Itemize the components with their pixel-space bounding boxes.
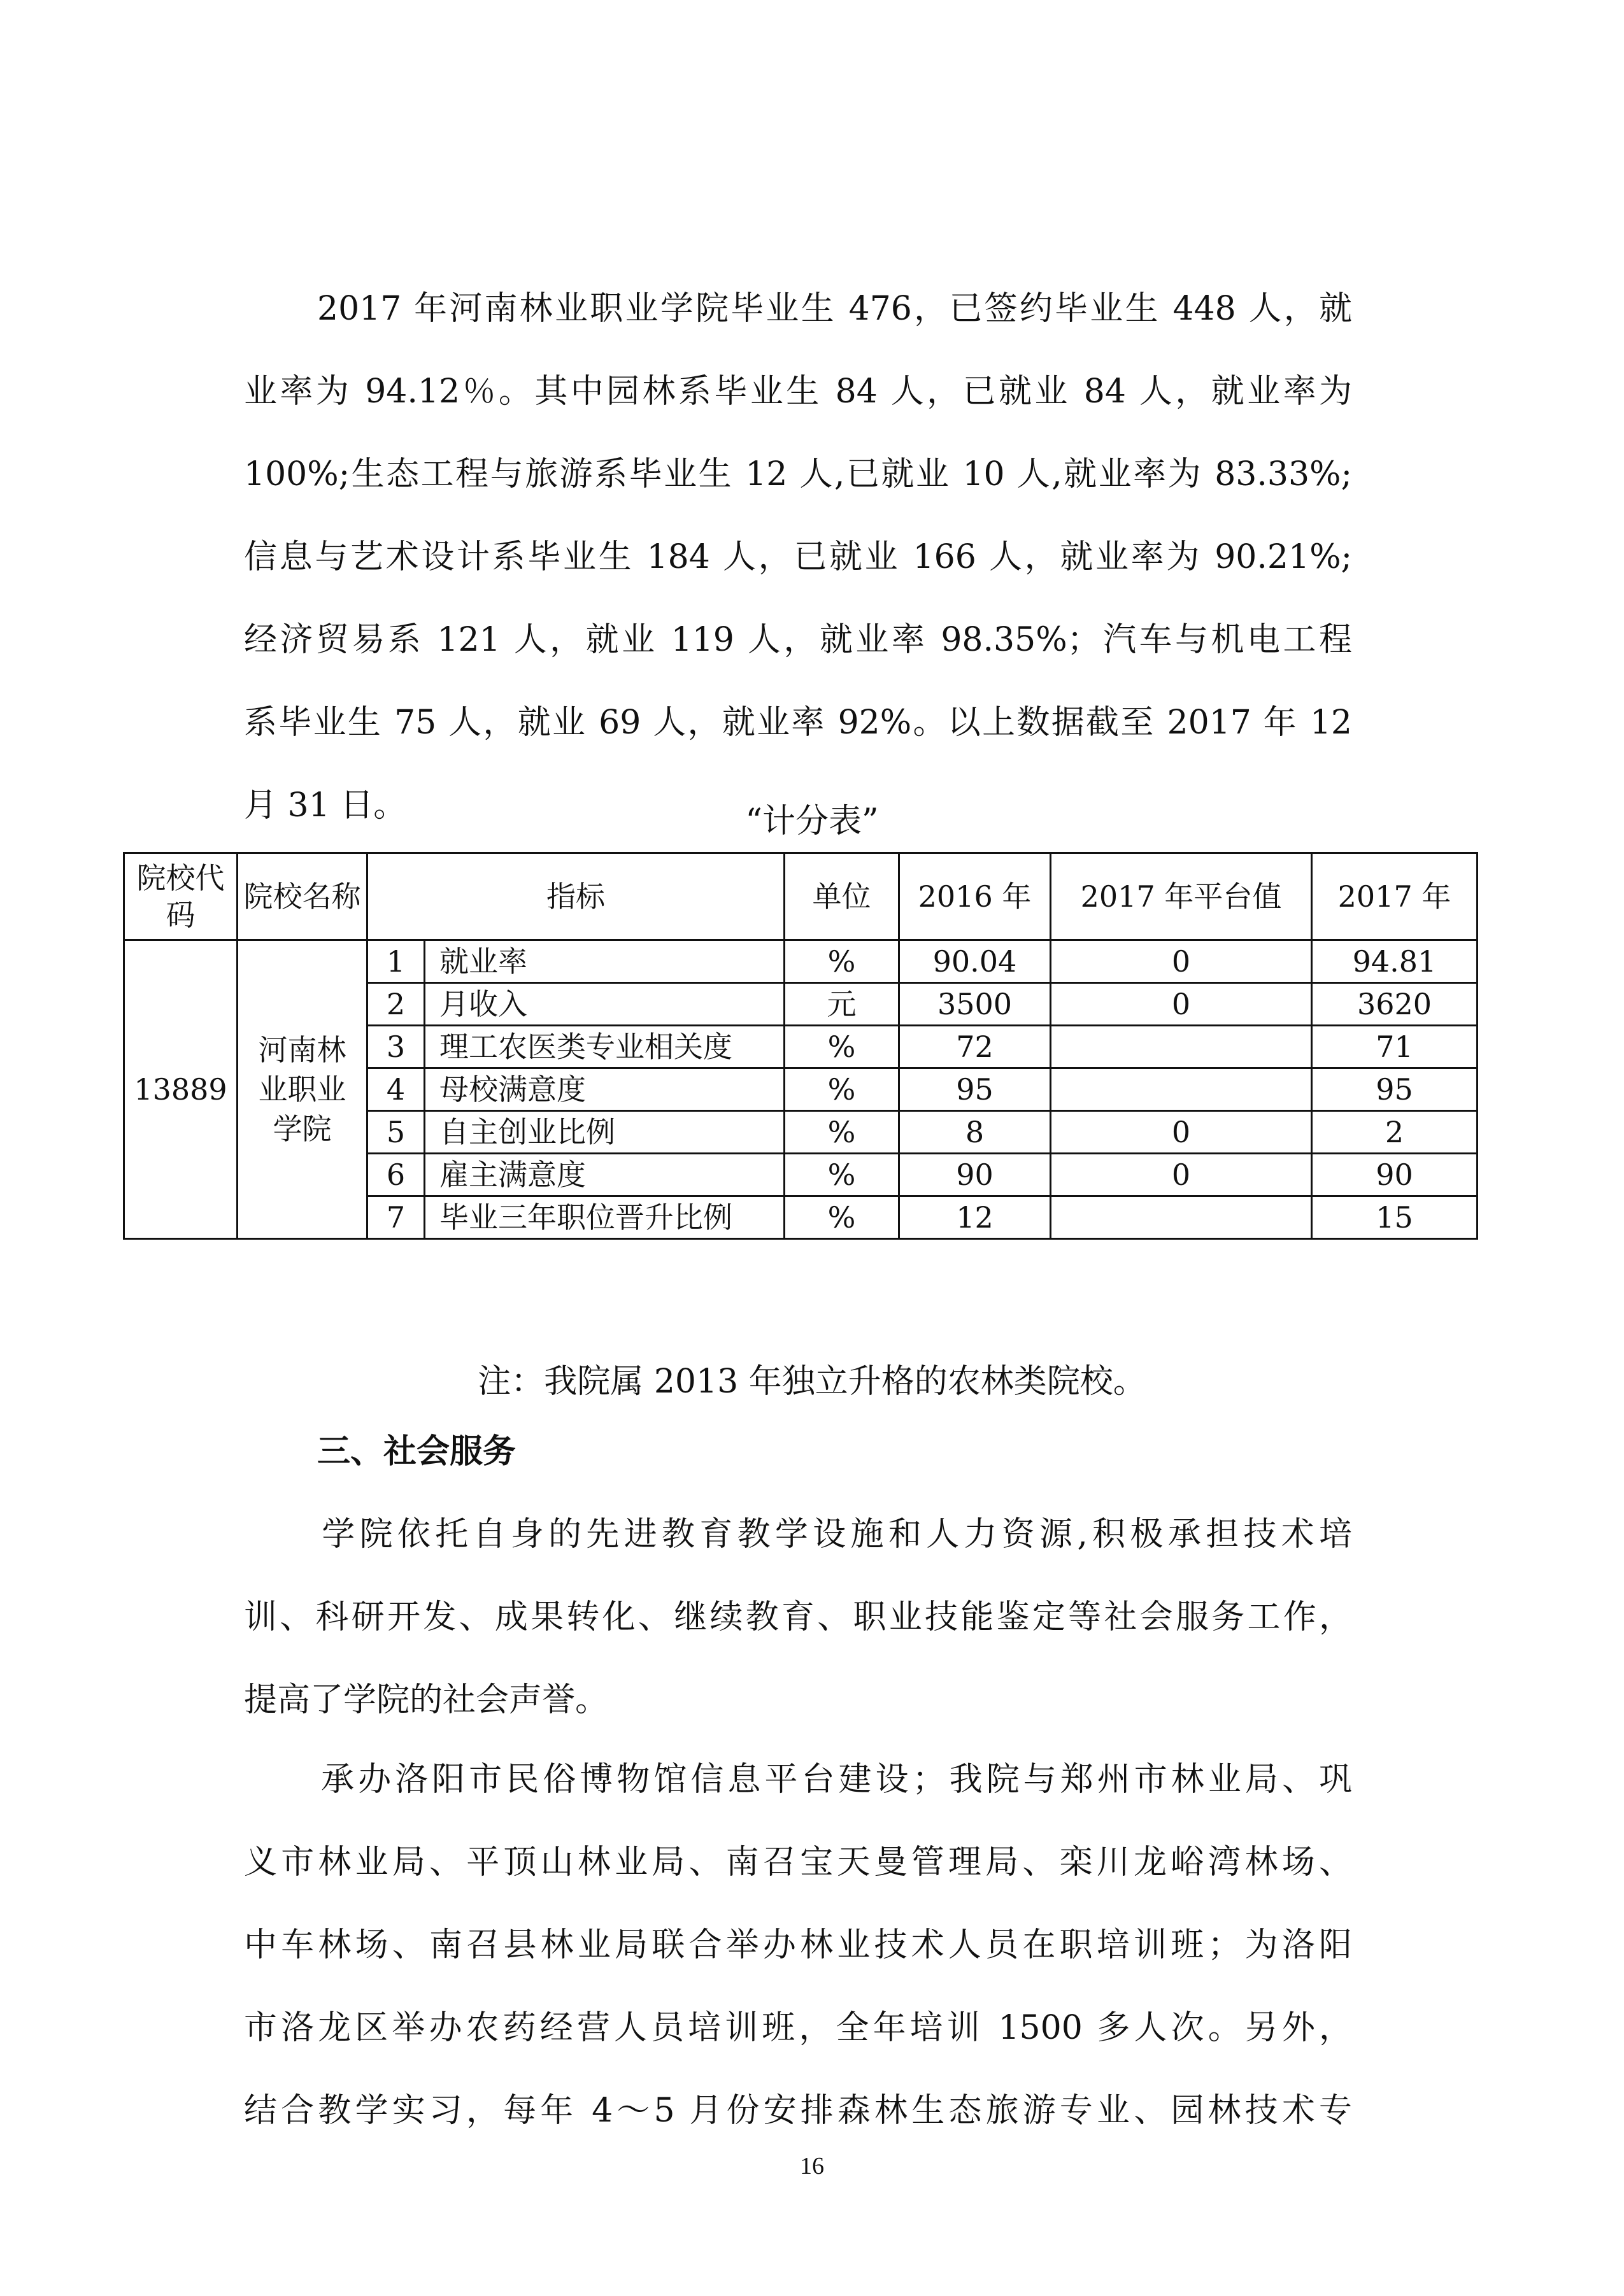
indicator-name: 月收入 — [425, 983, 785, 1026]
unit-cell: % — [785, 1111, 899, 1154]
unit-cell: % — [785, 1026, 899, 1068]
unit-cell: % — [785, 1196, 899, 1239]
paragraph-line: 提高了学院的社会声誉。 — [244, 1681, 609, 1719]
unit-cell: % — [785, 1154, 899, 1196]
header-unit: 单位 — [785, 853, 899, 940]
unit-cell: % — [785, 1068, 899, 1111]
school-code-cell: 13889 — [124, 940, 238, 1239]
value-2016: 72 — [899, 1026, 1051, 1068]
indicator-name: 雇主满意度 — [425, 1154, 785, 1196]
paragraph-line: 市洛龙区举办农药经营人员培训班，全年培训 1500 多人次。另外， — [244, 2009, 1352, 2047]
value-2017: 95 — [1312, 1068, 1478, 1111]
indicator-name: 就业率 — [425, 940, 785, 983]
paragraph-training — [244, 1738, 1352, 2152]
paragraph-line: 结合教学实习，每年 4～5 月份安排森林生态旅游专业、园林技术专 — [244, 2092, 1352, 2130]
value-2017-platform: 0 — [1051, 940, 1312, 983]
paragraph-line: 2017 年河南林业职业学院毕业生 476，已签约毕业生 448 人，就 — [317, 290, 1352, 328]
paragraph-line: 经济贸易系 121 人，就业 119 人，就业率 98.35%；汽车与机电工程 — [244, 621, 1352, 659]
value-2017: 15 — [1312, 1196, 1478, 1239]
value-2016: 90.04 — [899, 940, 1051, 983]
header-2016: 2016 年 — [899, 853, 1051, 940]
value-2016: 3500 — [899, 983, 1051, 1026]
indicator-name: 自主创业比例 — [425, 1111, 785, 1154]
paragraph-line: 义市林业局、平顶山林业局、南召宝天曼管理局、栾川龙峪湾林场、 — [244, 1843, 1352, 1881]
paragraph-line: 100%;生态工程与旅游系毕业生 12 人,已就业 10 人,就业率为 83.33%; — [244, 455, 1352, 493]
value-2016: 12 — [899, 1196, 1051, 1239]
row-number: 4 — [367, 1068, 425, 1111]
header-indicator: 指标 — [367, 853, 785, 940]
table-note: 注：我院属 2013 年独立升格的农林类院校。 — [478, 1363, 1146, 1401]
paragraph-employment — [244, 267, 1352, 847]
header-2017: 2017 年 — [1312, 853, 1478, 940]
value-2017: 71 — [1312, 1026, 1478, 1068]
value-2016: 90 — [899, 1154, 1051, 1196]
indicator-name: 母校满意度 — [425, 1068, 785, 1111]
value-2017: 94.81 — [1312, 940, 1478, 983]
value-2017-platform: 0 — [1051, 1154, 1312, 1196]
header-2017-platform: 2017 年平台值 — [1051, 853, 1312, 940]
paragraph-line: 承办洛阳市民俗博物馆信息平台建设；我院与郑州市林业局、巩 — [317, 1761, 1352, 1799]
value-2017-platform — [1051, 1026, 1312, 1068]
value-2016: 95 — [899, 1068, 1051, 1111]
paragraph-line: 训、科研开发、成果转化、继续教育、职业技能鉴定等社会服务工作， — [244, 1598, 1352, 1636]
paragraph-line: 信息与艺术设计系毕业生 184 人，已就业 166 人，就业率为 90.21%; — [244, 538, 1352, 576]
header-school-code: 院校代码 — [124, 853, 238, 940]
unit-cell: 元 — [785, 983, 899, 1026]
value-2017-platform: 0 — [1051, 1111, 1312, 1154]
indicator-name: 毕业三年职位晋升比例 — [425, 1196, 785, 1239]
row-number: 3 — [367, 1026, 425, 1068]
table-caption: “计分表” — [745, 802, 879, 840]
paragraph-line: 业率为 94.12％。其中园林系毕业生 84 人，已就业 84 人，就业率为 — [244, 372, 1352, 411]
table-row — [124, 940, 1478, 983]
row-number: 2 — [367, 983, 425, 1026]
value-2017-platform — [1051, 1196, 1312, 1239]
row-number: 1 — [367, 940, 425, 983]
value-2017-platform: 0 — [1051, 983, 1312, 1026]
paragraph-line: 中车林场、南召县林业局联合举办林业技术人员在职培训班；为洛阳 — [244, 1926, 1352, 1964]
value-2017: 3620 — [1312, 983, 1478, 1026]
header-school-name: 院校名称 — [238, 853, 367, 940]
paragraph-line: 系毕业生 75 人，就业 69 人，就业率 92%。以上数据截至 2017 年 12 — [244, 704, 1352, 742]
unit-cell: % — [785, 940, 899, 983]
row-number: 7 — [367, 1196, 425, 1239]
value-2016: 8 — [899, 1111, 1051, 1154]
row-number: 6 — [367, 1154, 425, 1196]
table-header-row — [124, 853, 1478, 940]
value-2017: 2 — [1312, 1111, 1478, 1154]
paragraph-line: 学院依托自身的先进教育教学设施和人力资源,积极承担技术培 — [317, 1515, 1352, 1554]
paragraph-line: 月 31 日。 — [244, 786, 407, 825]
row-number: 5 — [367, 1111, 425, 1154]
section-heading: 三、社会服务 — [317, 1433, 516, 1471]
page-number: 16 — [800, 2153, 824, 2179]
value-2017-platform — [1051, 1068, 1312, 1111]
paragraph-social-service — [244, 1493, 1352, 1741]
indicator-name: 理工农医类专业相关度 — [425, 1026, 785, 1068]
score-table — [123, 852, 1478, 1240]
value-2017: 90 — [1312, 1154, 1478, 1196]
school-name-cell: 河南林业职业学院 — [238, 940, 367, 1239]
